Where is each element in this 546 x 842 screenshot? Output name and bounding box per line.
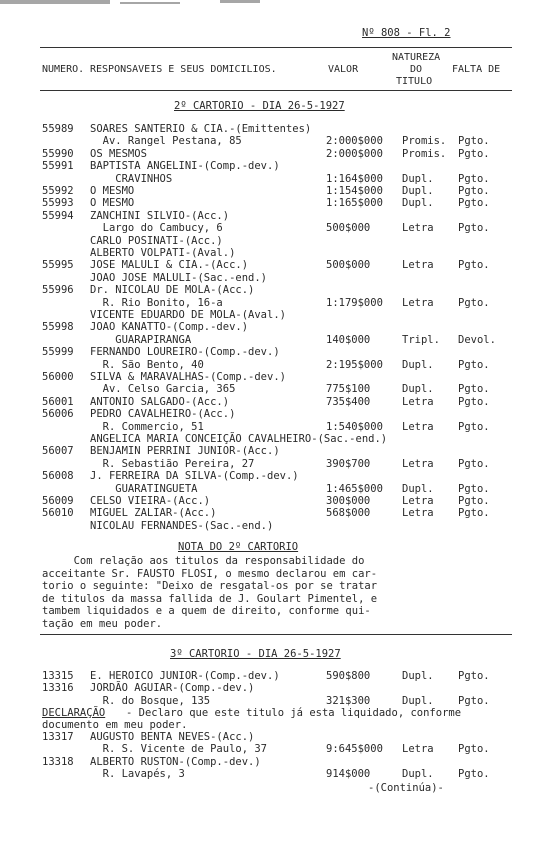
entry-reason: Pgto. [458,358,490,371]
entry-number: 56001 [42,395,74,408]
header-number: NUMERO. [42,64,85,75]
entry-number: 13315 [42,670,74,682]
entry-reason: Pgto. [458,768,490,781]
entry-number: 55995 [42,259,74,272]
entry-name: CELSO VIEIRA-(Acc.) [90,495,211,507]
entry-number: 55993 [42,197,74,210]
section-divider [40,634,512,635]
entry-reason: Pgto. [458,670,490,682]
entry-name: JOSE MALULI & CIA.-(Acc.) [90,259,249,272]
section3-title: 3º CARTORIO - DIA 26-5-1927 [170,648,341,660]
entry-value: 1:154$000 [326,185,383,197]
entry-reason: Pgto. [458,495,490,507]
entry-number: 55994 [42,209,74,222]
entry-nature: Dupl. [402,768,434,781]
entry-name: R. Sebastião Pereira, 27 [90,457,255,470]
entry-number: 56000 [42,371,74,383]
entry-reason: Pgto. [458,185,490,197]
entry-name: Av. Rangel Pestana, 85 [90,135,242,148]
entry-name: VICENTE EDUARDO DE MOLA-(Aval.) [90,309,286,321]
entry-value: 1:179$000 [326,296,383,309]
entry-name: MIGUEL ZALIAR-(Acc.) [90,507,217,520]
entry-name: ALBERTO RUSTON-(Comp.-dev.) [90,755,261,768]
entry-name: Largo do Cambucy, 6 [90,222,223,235]
entry-value: 1:164$000 [326,172,383,185]
header-nature-3: TITULO [396,76,433,87]
entry-name: AUGUSTO BENTA NEVES-(Acc.) [90,731,255,743]
note-line: tambem liquidados e a quem de direito, conforme qui- [42,605,371,618]
entry-reason: Devol. [458,333,496,346]
entry-number: 55990 [42,147,74,160]
entry-value: 1:165$000 [326,197,383,210]
entry-value: 2:195$000 [326,358,383,371]
note-line: torio o seguinte: "Deixo de resgatal-os por se tratar [42,580,378,593]
entry-name: J. FERREIRA DA SILVA-(Comp.-dev.) [90,470,299,483]
declaration-text: - Declaro que este titulo já esta liquidado, conforme [126,707,462,719]
entry-reason: Pgto. [458,383,490,396]
entry-nature: Promis. [402,147,447,160]
entry-number: 56008 [42,470,74,483]
entry-nature: Letra [402,457,434,470]
entry-value: 568$000 [326,507,371,520]
entry-name: JORDÃO AGUIAR-(Comp.-dev.) [90,682,255,695]
entry-reason: Pgto. [458,694,490,707]
entry-nature: Dupl. [402,670,434,682]
entry-nature: Letra [402,395,434,408]
entry-value: 140$000 [326,333,371,346]
entry-number: 13318 [42,755,74,768]
header-top-rule [40,47,512,48]
entry-name: FERNANDO LOUREIRO-(Comp.-dev.) [90,346,280,359]
header-nature-2: DO [410,64,423,75]
entry-number: 55989 [42,123,74,135]
entry-name: PEDRO CAVALHEIRO-(Acc.) [90,408,236,421]
entry-nature: Letra [402,259,434,272]
entry-name: R. Commercio, 51 [90,420,204,433]
entry-number: 56010 [42,507,74,520]
scan-smudge [120,2,180,4]
entry-nature: Dupl. [402,383,434,396]
entry-nature: Dupl. [402,482,434,495]
scan-smudge [220,0,260,3]
entry-value: 1:465$000 [326,482,383,495]
entry-value: 390$700 [326,457,371,470]
header-nature-1: NATUREZA [392,52,441,63]
entry-reason: Pgto. [458,420,490,433]
entry-nature: Dupl. [402,694,434,707]
note-line: acceitante Sr. FAUSTO FLOSI, o mesmo declarou em car- [42,567,378,580]
header-reason: FALTA DE [452,64,501,75]
entry-reason: Pgto. [458,296,490,309]
entry-name: ZANCHINI SILVIO-(Acc.) [90,209,230,222]
section2-title: 2º CARTORIO - DIA 26-5-1927 [174,100,345,112]
entry-name: NICOLAU FERNANDES-(Sac.-end.) [90,519,274,532]
entry-value: 9:645$000 [326,743,383,756]
entry-name: R. São Bento, 40 [90,358,204,371]
entry-name: SILVA & MARAVALHAS-(Comp.-dev.) [90,371,286,383]
entry-number: 13317 [42,731,74,743]
note-title: NOTA DO 2º CARTORIO [178,541,299,553]
entry-value: 2:000$000 [326,135,383,148]
note-line: de titulos da massa fallida de J. Goulart Pimentel, e [42,592,378,605]
entry-nature: Promis. [402,135,447,148]
entry-number: 55992 [42,185,74,197]
entry-nature: Dupl. [402,172,434,185]
entry-reason: Pgto. [458,172,490,185]
declaration-cont: documento em meu poder. [42,719,188,731]
entry-name: BAPTISTA ANGELINI-(Comp.-dev.) [90,160,280,173]
entry-reason: Pgto. [458,482,490,495]
entry-reason: Pgto. [458,259,490,272]
entry-number: 56006 [42,408,74,421]
entry-name: R. Rio Bonito, 16-a [90,296,223,309]
entry-name: OS MESMOS [90,147,147,160]
entry-number: 55996 [42,284,74,297]
entry-name: BENJAMIN PERRINI JUNIOR-(Acc.) [90,445,280,458]
entry-name: ALBERTO VOLPATI-(Aval.) [90,247,236,259]
entry-name: JOAO JOSE MALULI-(Sac.-end.) [90,271,268,284]
entry-value: 735$400 [326,395,371,408]
entry-name: Av. Celso Garcia, 365 [90,383,236,396]
entry-nature: Letra [402,495,434,507]
continues-label: -(Continúa)- [368,782,444,794]
entry-name: SOARES SANTERIO & CIA.-(Emittentes) [90,123,312,135]
entry-nature: Dupl. [402,185,434,197]
entry-number: 55991 [42,160,74,173]
entry-value: 1:540$000 [326,420,383,433]
entry-reason: Pgto. [458,743,490,756]
entry-number: 55998 [42,321,74,334]
entry-nature: Letra [402,507,434,520]
entry-reason: Pgto. [458,147,490,160]
entry-number: 56007 [42,445,74,458]
entry-name: CARLO POSINATI-(Acc.) [90,234,223,247]
entry-name: R. do Bosque, 135 [90,694,211,707]
entry-value: 2:000$000 [326,147,383,160]
entry-nature: Letra [402,743,434,756]
entry-name: R. Lavapés, 3 [90,768,185,781]
entry-name: ANTONIO SALGADO-(Acc.) [90,395,230,408]
entry-number: 56009 [42,495,74,507]
entry-reason: Pgto. [458,507,490,520]
entry-value: 500$000 [326,259,371,272]
entry-nature: Letra [402,420,434,433]
entry-name: Dr. NICOLAU DE MOLA-(Acc.) [90,284,255,297]
entry-name: GUARAPIRANGA [90,333,192,346]
entry-value: 775$100 [326,383,371,396]
entry-reason: Pgto. [458,395,490,408]
entry-name: JOAO KANATTO-(Comp.-dev.) [90,321,249,334]
entry-number: 13316 [42,682,74,695]
header-value: VALOR [328,64,359,75]
entry-name: O MESMO [90,197,135,210]
entry-value: 300$000 [326,495,371,507]
entry-number: 55999 [42,346,74,359]
entry-name: E. HEROICO JUNIOR-(Comp.-dev.) [90,670,280,682]
entry-nature: Dupl. [402,358,434,371]
entry-name: GUARATINGUETA [90,482,198,495]
scan-smudge [0,0,110,4]
declaration-label: DECLARAÇÃO [42,707,106,719]
entry-nature: Tripl. [402,333,440,346]
entry-name: CRAVINHOS [90,172,173,185]
entry-reason: Pgto. [458,222,490,235]
entry-value: 914$000 [326,768,371,781]
note-line: tação em meu poder. [42,618,163,630]
note-line: Com relação aos titulos da responsabilidade do [42,555,365,567]
entry-reason: Pgto. [458,197,490,210]
entry-nature: Letra [402,222,434,235]
entry-nature: Dupl. [402,197,434,210]
header-bottom-rule [40,90,512,91]
entry-reason: Pgto. [458,457,490,470]
entry-value: 500$000 [326,222,371,235]
entry-name: ANGELICA MARIA CONCEIÇÃO CAVALHEIRO-(Sac.-end.) [90,433,388,445]
header-names: RESPONSAVEIS E SEUS DOMICILIOS. [90,64,277,75]
page-label: Nº 808 - Fl. 2 [362,27,451,39]
entry-value: 321$300 [326,694,371,707]
entry-name: R. S. Vicente de Paulo, 37 [90,743,268,756]
entry-name: O MESMO [90,185,135,197]
entry-reason: Pgto. [458,135,490,148]
entry-nature: Letra [402,296,434,309]
entry-value: 590$800 [326,670,371,682]
